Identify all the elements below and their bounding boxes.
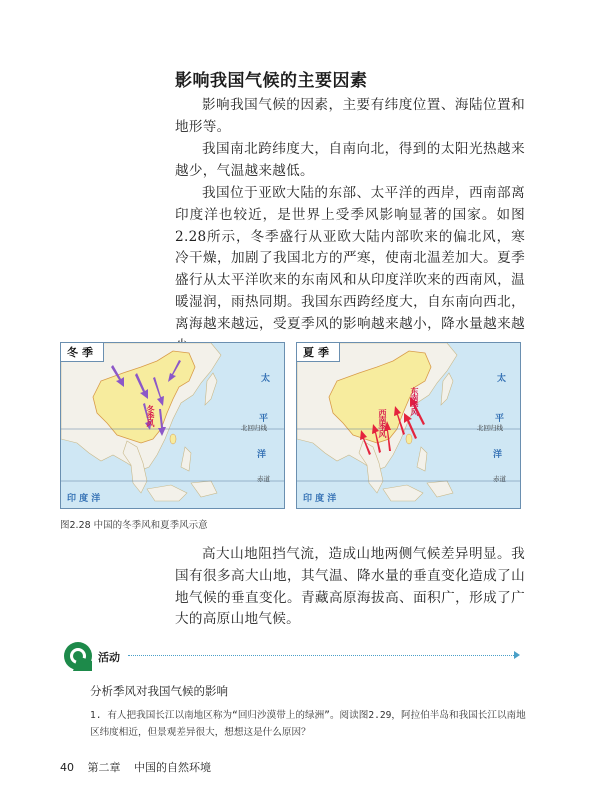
paragraph-monsoon: 我国位于亚欧大陆的东部、太平洋的西岸，西南部离印度洋也较近，是世界上受季风影响显著的国家。如图2.28所示，冬季盛行从亚欧大陆内部吹来的偏北风，寒冷干燥，加剧了我国北方的严寒，使南北温差加大。夏季盛行从太平洋吹来的东南风和从印度洋吹来的西南风，温暖湿润，雨热同期。我国东西跨经度大，自东南向西北，离海越来越远，受夏季风的影响越来越小，降水量越来越 [175,185,525,332]
figure-caption: 图2.28 中国的冬季风和夏季风示意 [60,520,208,531]
pacific-char-1: 太 [261,374,271,384]
equator-label: 赤道 [493,475,506,483]
summer-monsoon-map [296,342,521,509]
activity-question-1: 1. 有人把我国长江以南地区称为“回归沙漠带上的绿洲”。阅读图2.29，阿拉伯半岛和我国长江以南地区纬度相近，但景观差异很大，想想这是什么原因？ [90,710,526,738]
pacific-char-3: 洋 [493,450,503,460]
winter-monsoon-map [60,342,285,509]
pacific-char-2: 平 [495,414,505,424]
winter-map-title: 冬季 [61,343,104,362]
activity-icon [63,641,93,671]
indian-ocean-label: 印 度 洋 [303,494,337,504]
chapter-title: 中国的自然环境 [134,761,211,774]
southwest-monsoon-label: 西南季风 [378,409,387,437]
summer-map-title: 夏季 [297,343,340,362]
activity-title: 活动 [98,651,120,664]
tropic-label: 北回归线 [477,424,503,432]
indian-ocean-label: 印 度 洋 [67,494,101,504]
equator-label: 赤道 [257,475,270,483]
southeast-monsoon-label: 东南季风 [410,387,419,415]
pacific-char-1: 太 [497,374,507,384]
chapter-number: 第二章 [87,761,121,774]
paragraph-factors: 影响我国气候的因素，主要有纬度位置、海陆位置和地形等。 [175,97,525,135]
page-footer [60,759,221,775]
activity-divider [128,655,518,656]
tropic-label: 北回归线 [241,424,267,432]
paragraph-latitude: 我国南北跨纬度大，自南向北，得到的太阳光热越来越少，气温越来越低。 [175,141,525,179]
winter-wind-label: 冬季风 [146,405,155,426]
activity-arrow-icon [514,651,520,659]
pacific-char-2: 平 [259,414,269,424]
activity-subtitle: 分析季风对我国气候的影响 [90,684,228,698]
page-number: 40 [60,761,74,774]
pacific-char-3: 洋 [257,450,267,460]
section-heading: 影响我国气候的主要因素 [175,71,368,91]
paragraph-mountains: 高大山地阻挡气流，造成山地两侧气候差异明显。我国有很多高大山地，其气温、降水量的垂直变化造成了山地气候的垂直变化。青藏高原海拔高、面积广，形成了广大的高原山地气候。 [175,546,525,628]
